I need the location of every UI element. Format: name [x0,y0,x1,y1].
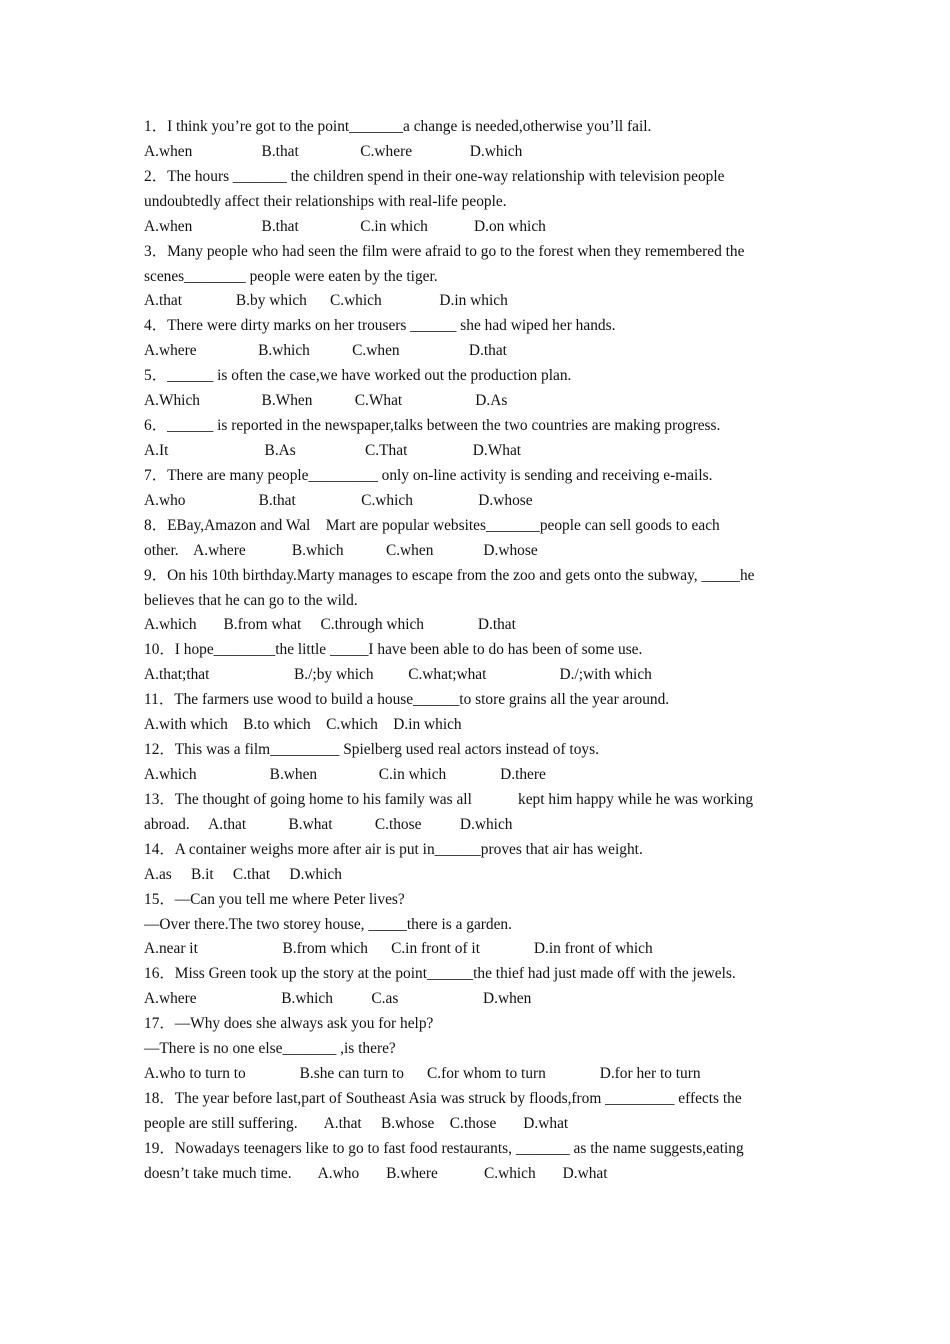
q15-stem: 15．—Can you tell me where Peter lives? [144,890,405,908]
q9-stem: 9．On his 10th birthday.Marty manages to escape from the zoo and gets onto the subway, _____he [144,566,755,584]
q13-stem: 13．The thought of going home to his family was all kept him happy while he was working [144,790,754,808]
q11-options: A.with which B.to which C.which D.in which [144,716,462,734]
q18-options: people are still suffering. A.that B.whose C.those D.what [144,1114,569,1132]
q12-stem: 12．This was a film_________ Spielberg used real actors instead of toys. [144,741,599,759]
q7-stem: 7．There are many people_________ only on-line activity is sending and receiving e-mails. [144,466,713,484]
q1-stem: 1．I think you’re got to the point_______a change is needed,otherwise you’ll fail. [144,118,652,135]
q1-options: A.when B.that C.where D.which [144,142,523,160]
q13-options: abroad. A.that B.what C.those D.which [144,815,513,833]
q18-stem: 18．The year before last,part of Southeast Asia was struck by floods,from _________ effects the [144,1089,742,1107]
q3-stem: 3．Many people who had seen the film were afraid to go to the forest when they remembered the [144,242,745,260]
q11-stem: 11．The farmers use wood to build a house______to store grains all the year around. [144,691,670,709]
q7-options: A.who B.that C.which D.whose [144,491,533,509]
q14-stem: 14．A container weighs more after air is put in______proves that air has weight. [144,840,643,858]
q19-stem: 19．Nowadays teenagers like to go to fast food restaurants, _______ as the name suggests,eating [144,1139,744,1157]
q2-options: A.when B.that C.in which D.on which [144,217,546,235]
q4-options: A.where B.which C.when D.that [144,342,507,360]
q5-options: A.Which B.When C.What D.As [144,392,508,410]
q10-options: A.that;that B./;by which C.what;what D./;with which [144,666,652,684]
q16-options: A.where B.which C.as D.when [144,990,532,1008]
q17-options: A.who to turn to B.she can turn to C.for whom to turn D.for her to turn [144,1065,701,1083]
q15-options: A.near it B.from which C.in front of it D.in front of which [144,940,653,958]
q2-stem-cont: undoubtedly affect their relationships with real-life people. [144,192,507,210]
q17-stem-cont: —There is no one else_______ ,is there? [144,1040,396,1058]
q15-stem-cont: —Over there.The two storey house, _____there is a garden. [144,915,512,933]
worksheet-page [144,115,814,1187]
q6-options: A.It B.As C.That D.What [144,441,522,459]
q9-options: A.which B.from what C.through which D.that [144,616,516,634]
q16-stem: 16．Miss Green took up the story at the point______the thief had just made off with the jewels. [144,965,736,983]
q8-options: other. A.where B.which C.when D.whose [144,541,538,559]
q5-stem: 5．______ is often the case,we have worked out the production plan. [144,367,572,385]
q2-stem: 2．The hours _______ the children spend in their one-way relationship with television people [144,167,725,185]
q9-stem-cont: believes that he can go to the wild. [144,591,358,609]
q6-stem: 6．______ is reported in the newspaper,talks between the two countries are making progress. [144,417,721,435]
q3-stem-cont: scenes________ people were eaten by the tiger. [144,267,438,285]
q4-stem: 4．There were dirty marks on her trousers ______ she had wiped her hands. [144,317,616,335]
q19-options: doesn’t take much time. A.who B.where C.which D.what [144,1164,608,1182]
q14-options: A.as B.it C.that D.which [144,865,342,883]
q3-options: A.that B.by which C.which D.in which [144,292,508,310]
q12-options: A.which B.when C.in which D.there [144,765,546,783]
q8-stem: 8．EBay,Amazon and Wal Mart are popular websites_______people can sell goods to each [144,516,720,534]
q10-stem: 10．I hope________the little _____I have been able to do has been of some use. [144,641,643,659]
q17-stem: 17．—Why does she always ask you for help? [144,1015,434,1033]
